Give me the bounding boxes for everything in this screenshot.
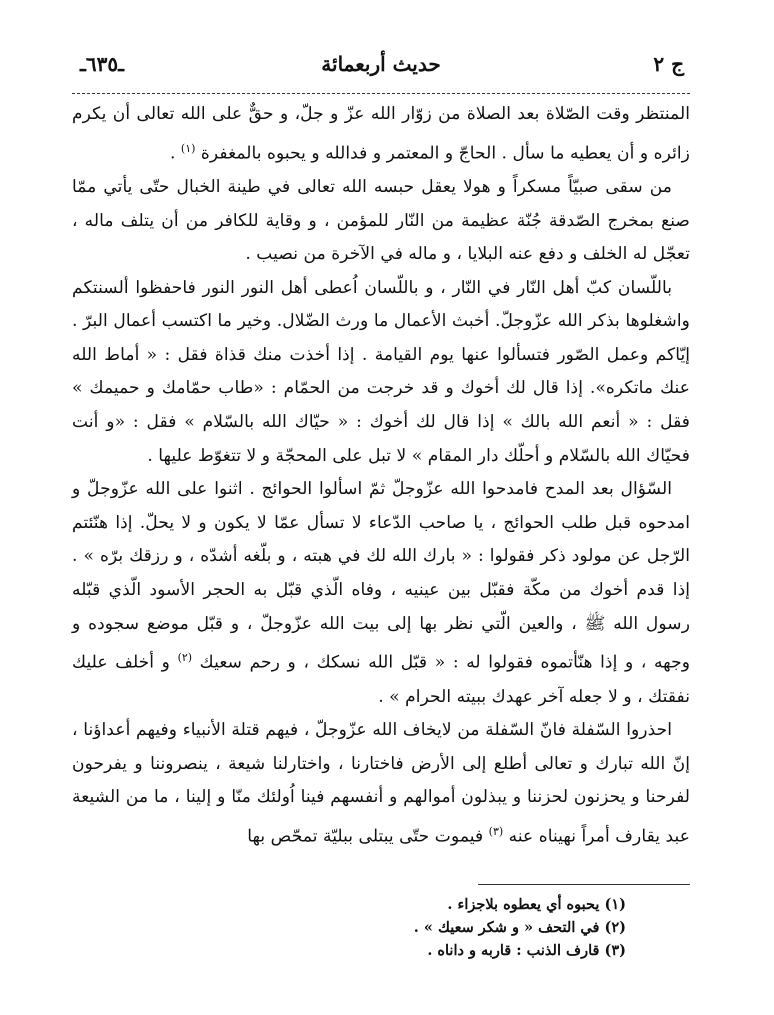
footnote-divider — [478, 884, 690, 885]
footnote-marker: (٢) — [177, 651, 193, 665]
paragraph: من سقى صبيّاً مسكراً و هولا يعقل حبسه الله تعالى في طينة الخبال حتّى يأتي ممّا صنع بمخرج الصّدقة جُنّة عظيمة من النّار للمؤمن ، و وقاية للكافر من أن يتلف ماله ، تعجّل له الخلف و دفع عنه البلايا ، و ماله في الآخرة من نصيب . — [72, 176, 690, 265]
paragraph — [72, 473, 690, 714]
paragraph-text: السّؤال بعد المدح فامدحوا الله عزّوجلّ ثمّ اسألوا الحوائج . اثنوا على الله عزّوجلّ و امدحوه قبل طلب الحوائج ، يا صاحب الدّعاء لا تسأل عمّا لا يكون و لا يحلّ. إذا هنّئتم الرّجل عن مولود ذكر فقولوا : « بارك الله لك في هبته ، و بلّغه أشدّه ، و رزقك برّه » . إذا قدم أخوك من مكّة فقبّل بين عينيه ، وفاه الّذي قبّل به الحجر الأسود الّذي قبّله رسول الله ﷺ ، والعين الّتي نظر بها إلى بيت الله عزّوجلّ ، و قبّل موضع سجوده و وجهه ، و إذا هنّأتموه فقولوا له : « قبّل الله نسكك ، و رحم سعيك — [72, 479, 691, 673]
page-number: ـ٦٣٥ـ — [80, 52, 124, 76]
paragraph: باللّسان كبّ أهل النّار في النّار ، و باللّسان اُعطى أهل النور النور فاحفظوا ألسنتكم واشغلوها بذكر الله عزّوجلّ. أخبث الأعمال ما ورث الضّلال. وخير ما اكتسب أعمال البرّ . إيّاكم وعمل الصّور فتسألوا عنها يوم القيامة . إذا أخذت منك قذاة فقل : « أماط الله عنك ماتكره». إذا قال لك أخوك و قد خرجت من الحمّام : «طاب حمّامك و حميمك » فقل : « أنعم الله بالك » إذا قال لك أخوك : « حيّاك الله بالسّلام » فقل : «و أنت فحيّاك الله بالسّلام و أحلّك دار المقام » لا تبل على المحجّة و لا تتغوّط عليها . — [72, 277, 690, 466]
page-header — [72, 40, 690, 80]
footnotes — [72, 893, 690, 962]
footnote-marker: (٣) — [488, 824, 504, 838]
footnote: (٣) قارف الذنب : قاربه و داناه . — [427, 942, 626, 959]
volume-label: ج ٢ — [653, 52, 684, 76]
paragraph-text: المنتظر وقت الصّلاة بعد الصلاة من زوّار الله عزّ و جلّ، و حقٌّ على الله تعالى أن يكرم زائره و أن يعطيه ما سأل . الحاجّ و المعتمر و فدالله و يحبوه بالمغفرة — [72, 104, 690, 164]
main-text — [72, 98, 690, 854]
paragraph: المنتظر وقت الصّلاة بعد الصلاة من زوّار الله عزّ و جلّ، و حقٌّ على الله تعالى أن يكرم زائره و أن يعطيه ما سأل . الحاجّ و المعتمر و فدالله و يحبوه بالمغفرة $^{(١)}$ . — [72, 104, 690, 164]
paragraph-text: احذروا السّفلة فانّ السّفلة من لايخاف الله عزّوجلّ ، فيهم قتلة الأنبياء وفيهم أعداؤنا ، إنّ الله تبارك و تعالى أطلع إلى الأرض فاختارنا ، واختارلنا شيعة ، ينصروننا و يفرحون لفرحنا و يحزنون لحزننا و يبذلون أموالهم و أنفسهم فينا اُولئك منّا و إلينا ، ما من الشيعة عبد يقارف أمراً نهيناه عنه — [72, 720, 690, 847]
header-divider — [72, 93, 690, 94]
paragraph-text: فيموت حتّى يبتلى ببليّة تمحّص بها — [247, 826, 484, 847]
footnote: (٢) في التحف « و شكر سعيك » . — [413, 919, 626, 936]
running-header — [72, 40, 690, 80]
paragraph — [72, 714, 690, 854]
footnote: (١) يحبوه أي يعطوه بلاجزاء . — [447, 896, 626, 913]
paragraph-text: و أخلف عليك نفقتك ، و لا جعله آخر عهدك ببيته الحرام » . — [72, 652, 690, 707]
footnote-marker: (١) — [180, 141, 196, 155]
page-title: حديث أربعمائة — [321, 52, 441, 76]
